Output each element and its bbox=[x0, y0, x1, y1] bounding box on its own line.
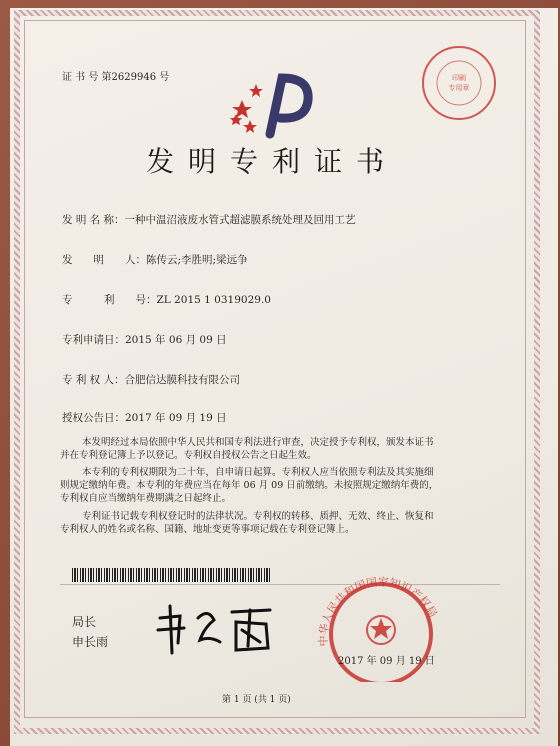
field-invention-name: 发 明 名 称：一种中温沼液废水管式超滤膜系统处理及回用工艺 bbox=[62, 214, 356, 226]
page-footer: 第 1 页 (共 1 页) bbox=[222, 695, 291, 705]
paragraph-1: 本发明经过本局依照中华人民共和国专利法进行审查，决定授予专利权，颁发本证书 并在专利登记簿上予以登记。专利权自授权公告之日起生效。 bbox=[60, 437, 434, 461]
signature-name: 申长雨 bbox=[72, 635, 109, 649]
field-patentee: 专 利 权 人：合肥信达膜科技有限公司 bbox=[62, 374, 241, 386]
page-title: 发明专利证书 bbox=[146, 145, 399, 178]
barcode bbox=[72, 568, 272, 582]
signature-role: 局长 bbox=[72, 615, 97, 629]
signature-handwritten bbox=[150, 598, 280, 658]
paragraph-3: 专利证书记载专利权登记时的法律状况。专利权的转移、质押、无效、终止、恢复和 专利权人的姓名或名称、国籍、地址变更等事项记载在专利登记簿上。 bbox=[60, 511, 434, 535]
stamp-seal bbox=[418, 42, 500, 124]
field-application-date: 专利申请日：2015 年 06 月 09 日 bbox=[62, 334, 227, 346]
field-grant-date: 授权公告日：2017 年 09 月 19 日 bbox=[62, 412, 227, 424]
svg-text:中华人民共和国国家知识产权局: 中华人民共和国国家知识产权局 bbox=[316, 575, 440, 647]
seal-date: 2017 年 09 月 19 日 bbox=[338, 656, 435, 667]
svg-text:印刷: 印刷 bbox=[452, 74, 466, 82]
svg-text:专用章: 专用章 bbox=[448, 84, 470, 92]
patent-office-logo bbox=[230, 70, 320, 140]
paragraph-2: 本专利的专利权期限为二十年，自申请日起算。专利权人应当依照专利法及其实施细 则规定缴纳年费。本专利的年费应当在每年 06 月 09 日前缴纳。未按照规定缴纳年费的， 专利权自应当缴纳年费期满之日起终止。 bbox=[60, 467, 439, 504]
field-inventors: 发 明 人：陈传云;李胜明;梁远争 bbox=[62, 254, 248, 266]
field-patent-number: 专 利 号：ZL 2015 1 0319029.0 bbox=[62, 294, 271, 306]
certificate-number: 证 书 号 第2629946 号 bbox=[62, 72, 170, 83]
